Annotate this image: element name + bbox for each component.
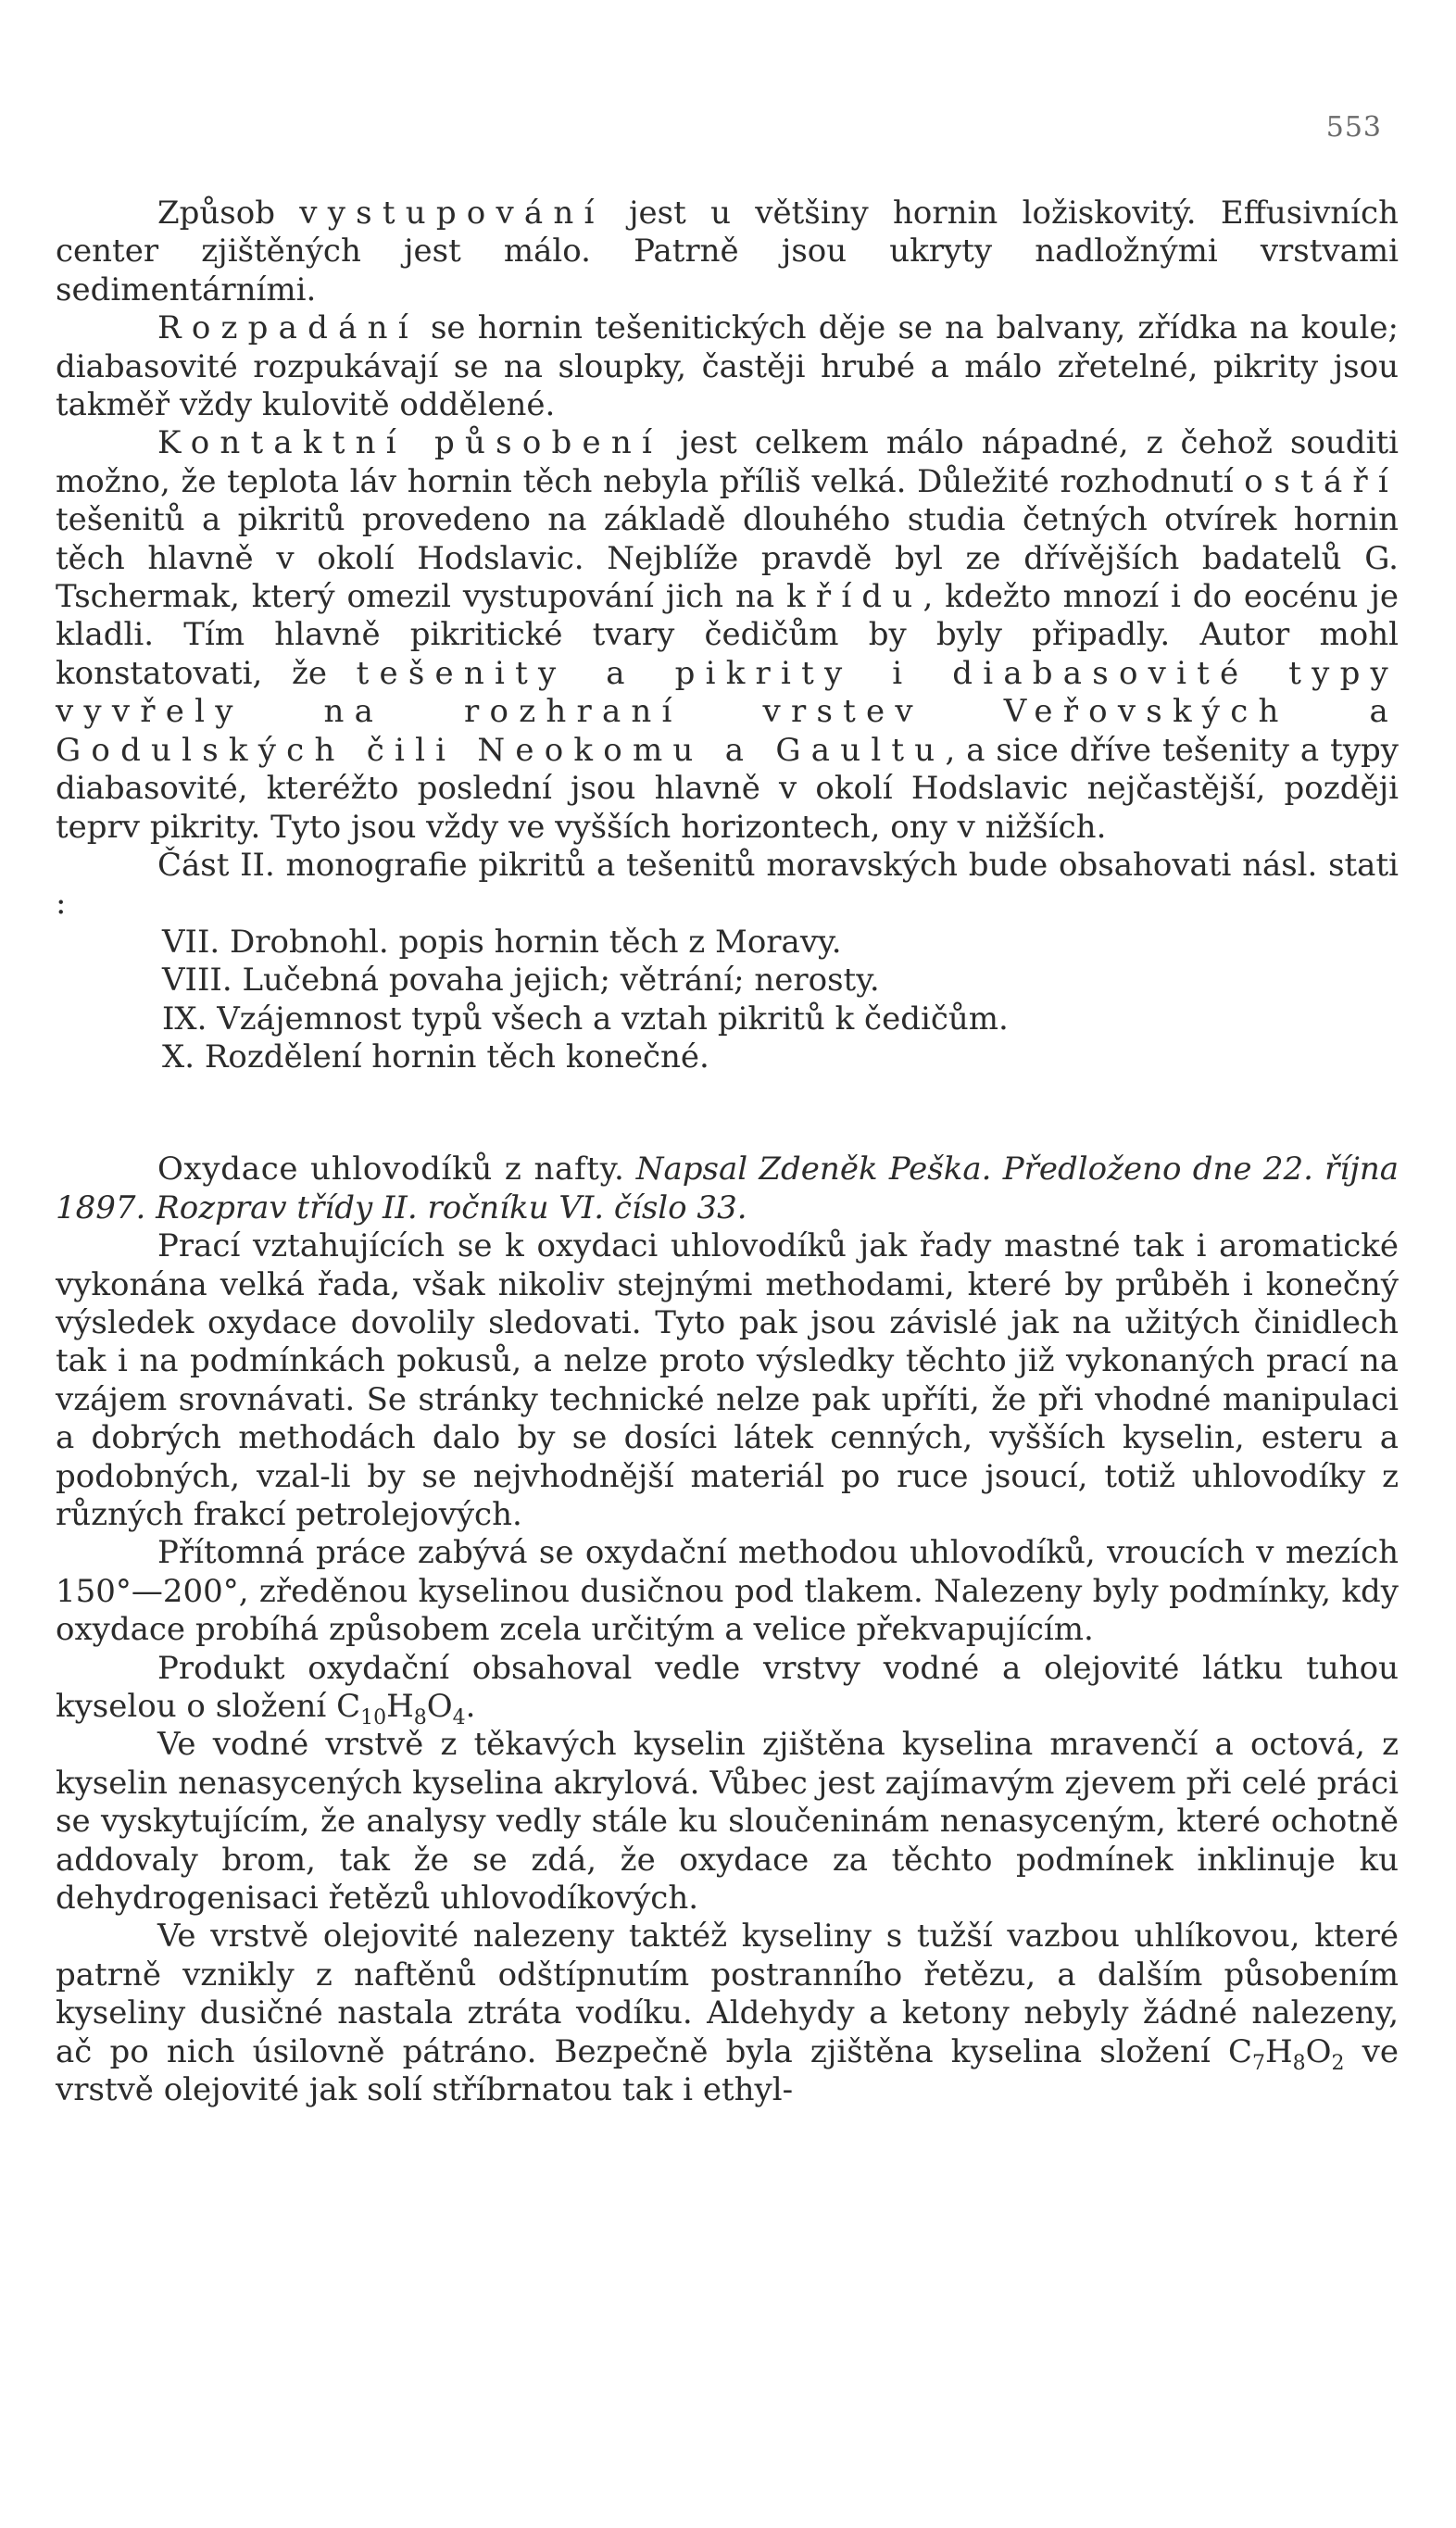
spaced-term: Rozpadání: [157, 309, 419, 347]
list-item: VIII. Lučebná povaha jejich; větrání; nerosty.: [162, 962, 880, 1000]
spaced-term: křídu: [786, 578, 923, 616]
text-run: ve vrstvě olejovité jak solí stříbrnatou tak i ethyl-: [56, 2032, 1399, 2109]
chapter-list: [56, 924, 1399, 1077]
paragraph: Prací vztahujících se k oxydaci uhlovodíků jak řady mastné tak i aromatické vykonána velká řada, však nikoliv stejnými methodami, které by průběh i konečný výsledek oxydace dovolily sledovati. Tyto pak jsou závislé jak na užitých činidlech tak i na podmínkách pokusů, a nelze proto výsledky těchto již vykonaných prací na vzájem srovnávati. Se stránky technické nelze pak upříti, že při vhodné manipulaci a dobrých methodách dalo by se dosíci látek cenných, vyšších kyselin, esteru a podobných, vzal-li by se nejvhodnější materiál po ruce jsoucí, totiž uhlovodíky z různých frakcí petrolejových.: [56, 1227, 1399, 1533]
text-run: tešenitů a pikritů provedeno na základě dlouhého studia četných otvírek hornin těch hlavně v okolí Hodslavic. Nejblíže pravdě byl ze dřívějších badatelů G. Tschermak, který omezil vystupování jich na: [56, 501, 1399, 616]
page-content: [56, 195, 1399, 2110]
paragraph: [56, 424, 1399, 846]
subscript: 8: [1292, 2051, 1306, 2075]
subscript: 10: [360, 1705, 387, 1729]
text-run: se hornin tešenitických děje se na balvany, zřídka na koule; diabasovité rozpukávají se na sloupky, častěji hrubé a málo zřetelné, pikrity jsou takměř vždy kulovitě oddělené.: [56, 309, 1399, 424]
spaced-term: vystupování: [299, 195, 605, 232]
subscript: 8: [413, 1705, 427, 1729]
list-item: VII. Drobnohl. popis hornin těch z Moravy.: [162, 923, 842, 961]
spaced-term: Kontaktní působení: [157, 424, 663, 462]
text-run: H: [386, 1688, 414, 1726]
list-item: X. Rozdělení hornin těch konečné.: [162, 1038, 709, 1075]
text-run: Produkt oxydační obsahoval vedle vrstvy vodné a olejovité látku tuhou kyselou o složení C: [56, 1649, 1399, 1726]
paragraph: [56, 1650, 1399, 1727]
subscript: 4: [452, 1705, 466, 1729]
article-meta: Napsal Zdeněk Peška. Předloženo dne 22. října 1897. Rozprav třídy II. ročníku VI. číslo 33.: [56, 1151, 1400, 1226]
subscript: 2: [1331, 2051, 1345, 2075]
text-run: Způsob: [157, 195, 300, 232]
list-item: IX. Vzájemnost typů všech a vztah pikritů k čedičům.: [162, 1000, 1009, 1038]
text-run: O: [426, 1688, 453, 1726]
text-run: , a sice dříve tešenity a typy diabasovité, kteréžto poslední jsou hlavně v okolí Hodslavic nejčastější, později teprv pikrity. Tyto jsou vždy ve vyšších horizontech, ony v nižších.: [56, 731, 1399, 846]
spaced-term: tešenity a pikrity i diabasovité typy vyvřely na rozhraní vrstev Veřovských a Godulských čili Neokomu a Gaultu: [56, 654, 1399, 769]
paragraph: [56, 1918, 1399, 2109]
text-run: H: [1264, 2032, 1293, 2070]
subscript: 7: [1251, 2051, 1265, 2075]
text-run: Ve vrstvě olejovité nalezeny taktéž kyseliny s tužší vazbou uhlíkovou, které patrně vznikly z naftěnů odštípnutím postranního řetězu, a dalším působením kyseliny dusičné nastala ztráta vodíku. Aldehydy a ketony nebyly žádné nalezeny, ač po nich úsilovně pátráno. Bezpečně byla zjištěna kyselina složení C: [56, 1918, 1399, 2070]
paragraph: [56, 309, 1399, 424]
article-heading: [56, 1151, 1399, 1227]
text-run: O: [1305, 2032, 1332, 2070]
paragraph: Přítomná práce zabývá se oxydační methodou uhlovodíků, vroucích v mezích 150°—200°, zředěnou kyselinou dusičnou pod tlakem. Nalezeny byly podmínky, kdy oxydace probíhá způsobem zcela určitým a velice překvapujícím.: [56, 1534, 1399, 1649]
paragraph: Část II. monografie pikritů a tešenitů moravských bude obsahovati násl. stati :: [56, 846, 1399, 923]
article-title: Oxydace uhlovodíků z nafty.: [157, 1151, 625, 1189]
text-run: jest u většiny hornin ložiskovitý. Effusivních center zjištěných jest málo. Patrně jsou ukryty nadložnými vrstvami sedimentárními.: [56, 195, 1399, 308]
paragraph: [56, 195, 1399, 309]
text-run: , kdežto mnozí i do eocénu je kladli. Tím hlavně pikritické tvary čedičům by byly připadly. Autor mohl konstatovati, že: [56, 578, 1399, 692]
text-run: .: [465, 1688, 476, 1726]
text-run: jest celkem málo nápadné, z čehož souditi možno, že teplota láv hornin těch nebyla příliš velká. Důležité rozhodnutí o: [56, 424, 1399, 500]
spaced-term: stáří: [1274, 462, 1399, 500]
page-number: 553: [1325, 111, 1382, 144]
paragraph: Ve vodné vrstvě z těkavých kyselin zjištěna kyselina mravenčí a octová, z kyselin nenasycených kyselina akrylová. Vůbec jest zajímavým zjevem při celé práci se vyskytujícím, že analysy vedly stále ku sloučeninám nenasyceným, které ochotně addovaly brom, tak že se zdá, že oxydace za těchto podmínek inklinuje ku dehydrogenisaci řetězů uhlovodíkových.: [56, 1726, 1399, 1918]
